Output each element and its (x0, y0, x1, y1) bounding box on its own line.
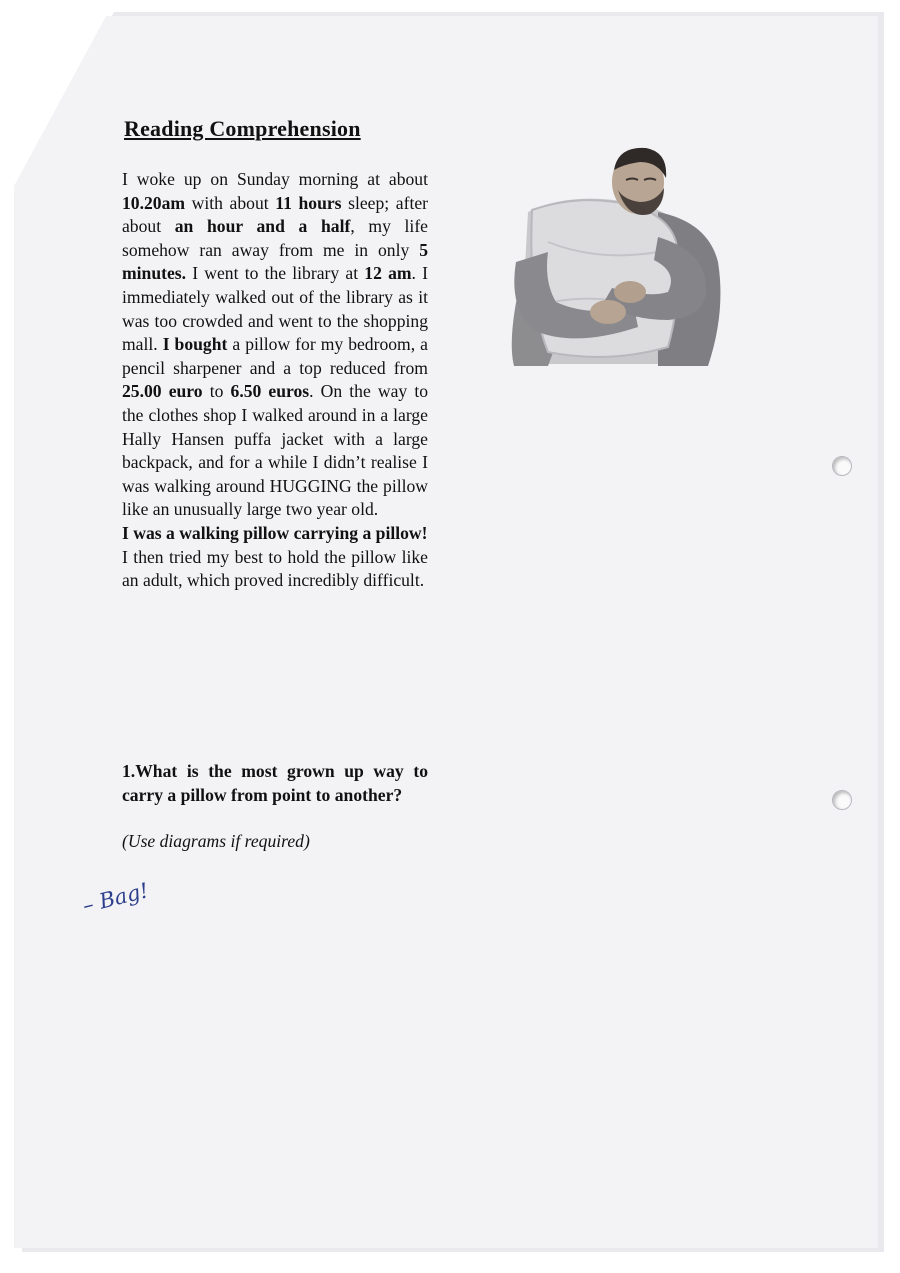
story-text-segment: , my life somehow ran away from me in only (122, 216, 428, 260)
story-text-segment: I woke up on Sunday morning at about (122, 169, 428, 189)
question-1: 1.What is the most grown up way to carry a pillow from point to another? (122, 761, 428, 805)
story-bold-segment: 6.50 euros (230, 381, 310, 402)
story-text-segment: I went to the library at (186, 263, 365, 284)
handwritten-answer: – Bag! (80, 878, 151, 918)
story-bold-segment: I bought (162, 334, 228, 355)
story-bold-segment: 10.20am (122, 192, 186, 213)
story-text-segment: . I immediately walked out of the library as it was too crowded and went to the shopping mall. (122, 263, 428, 355)
story-text-segment: a pillow for my bedroom, a pencil sharpener and a top reduced from (122, 334, 428, 378)
page-title: Reading Comprehension (124, 116, 361, 141)
story-text-segment: . On the way to the clothes shop I walked around in a large Hally Hansen puffa jacket with a large backpack, and for a while I didn’t realise I was walking around HUGGING the pillow like an unusually large two year old. (122, 381, 429, 520)
story-paragraph-2 (122, 522, 428, 546)
story-bold-segment: 5 minutes. (122, 239, 428, 284)
story-bold-segment: 12 am (364, 263, 412, 284)
story-paragraph-3: I then tried my best to hold the pillow like an adult, which proved incredibly difficult. (122, 546, 428, 591)
man-hugging-pillow-image (508, 142, 730, 366)
story-bold-segment: 11 hours (275, 192, 342, 213)
story-text (122, 168, 428, 593)
story-bold-segment: 25.00 euro (122, 381, 203, 402)
story-paragraph-1 (122, 168, 428, 522)
story-bold-line: I was a walking pillow carrying a pillow! (122, 522, 428, 543)
story-text-segment: with about (185, 192, 276, 213)
question-instruction: (Use diagrams if required) (122, 831, 310, 851)
story-bold-segment: an hour and a half (174, 216, 351, 237)
story-text-segment: to (202, 381, 231, 402)
punch-hole-top (832, 456, 852, 476)
story-text-segment: sleep; after about (122, 192, 429, 237)
punch-hole-bottom (832, 790, 852, 810)
